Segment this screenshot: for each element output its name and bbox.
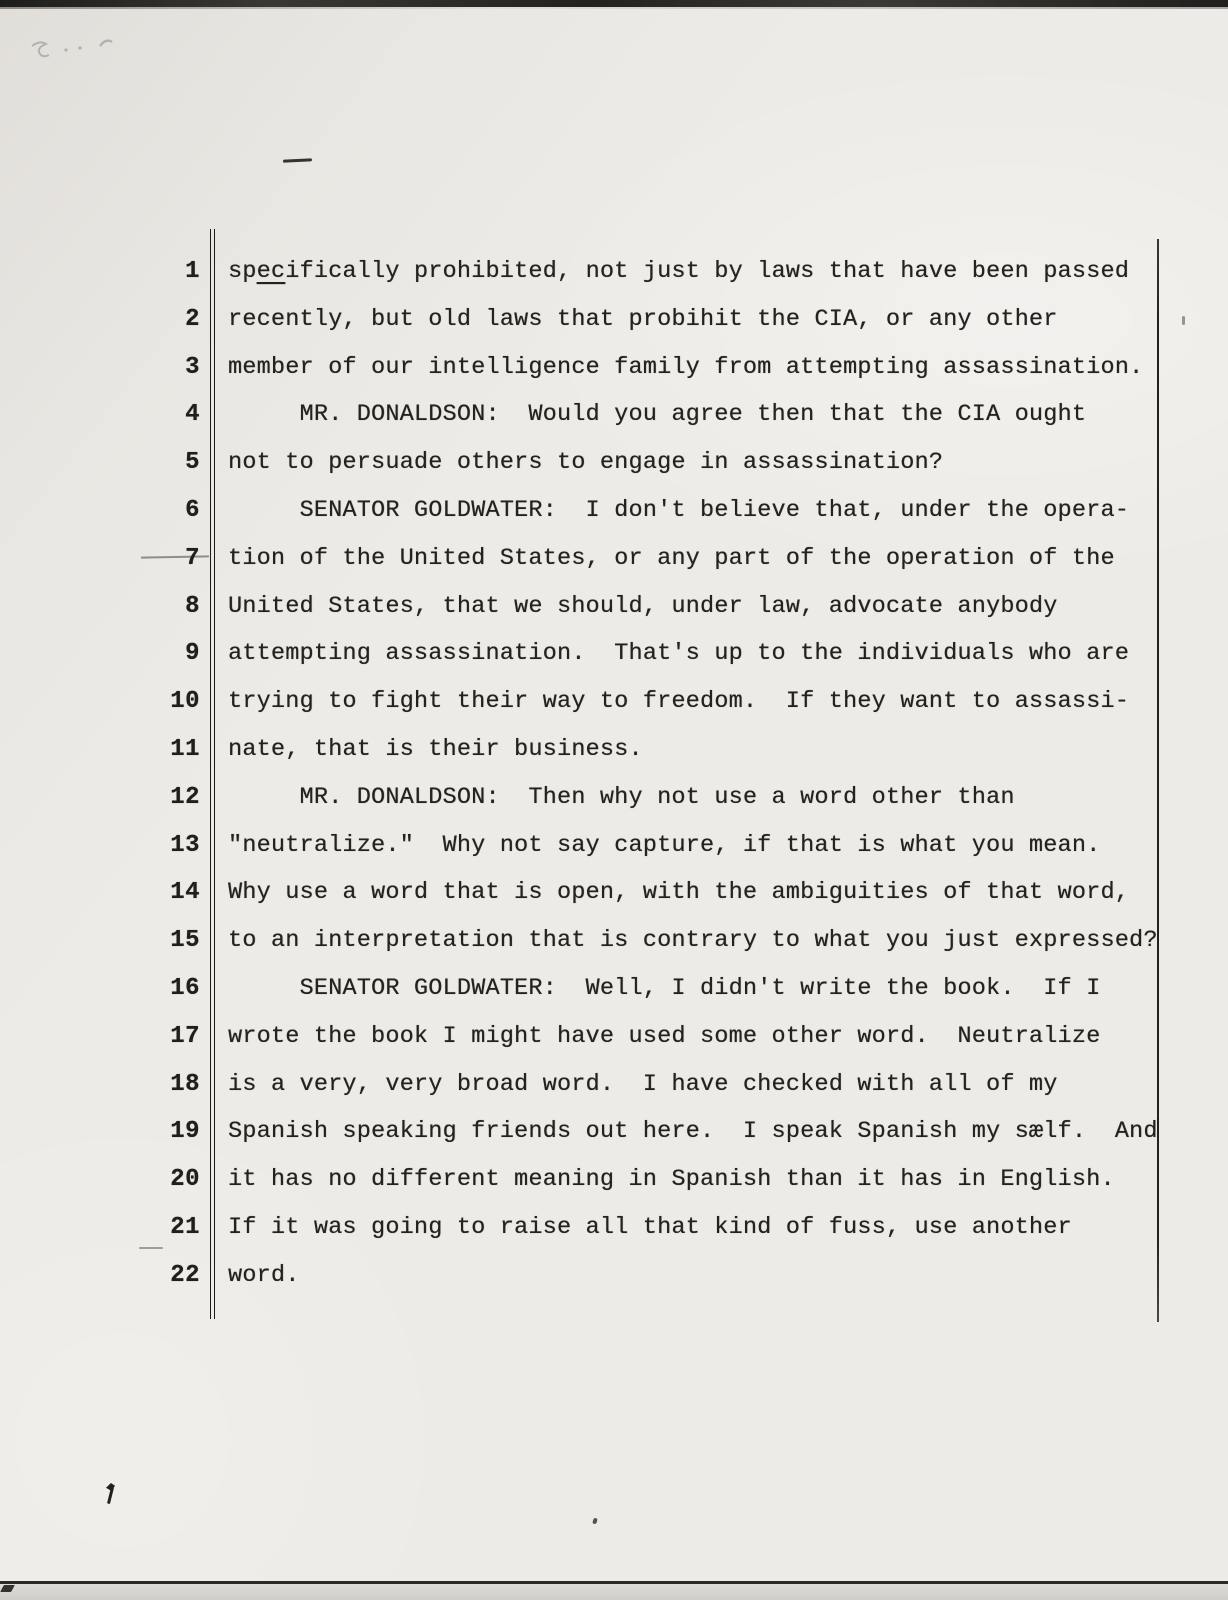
transcript-line	[0, 248, 1228, 296]
transcript-line	[0, 822, 1228, 870]
line-text: tion of the United States, or any part of the operation of the	[228, 544, 1115, 572]
transcript-line	[0, 965, 1228, 1013]
line-text: it has no different meaning in Spanish than it has in English.	[228, 1166, 1115, 1194]
transcript-line	[0, 678, 1228, 726]
transcript-line	[0, 391, 1228, 439]
line-number: 15	[170, 927, 200, 955]
line-text: is a very, very broad word. I have checked with all of my	[228, 1070, 1058, 1098]
line-number: 3	[185, 353, 200, 381]
line-text: nate, that is their business.	[228, 735, 643, 763]
transcript-line	[0, 344, 1228, 392]
transcript-line	[0, 583, 1228, 631]
line-text: United States, that we should, under law, advocate anybody	[228, 592, 1058, 620]
line-text: not to persuade others to engage in assassination?	[228, 449, 944, 477]
line-text: to an interpretation that is contrary to what you just expressed?	[228, 927, 1158, 955]
line-number: 9	[185, 640, 200, 668]
line-number: 13	[170, 831, 200, 859]
line-number: 2	[185, 305, 200, 333]
line-number: 17	[170, 1022, 200, 1050]
line-number: 18	[170, 1070, 200, 1098]
scanner-bottom-strip	[0, 1584, 1228, 1600]
transcript-line	[0, 1108, 1228, 1156]
line-text: If it was going to raise all that kind of fuss, use another	[228, 1213, 1072, 1241]
transcript-line	[0, 1061, 1228, 1109]
line-number: 12	[170, 783, 200, 811]
line-text-fragment: sp	[228, 258, 257, 285]
line-number: 8	[185, 592, 200, 620]
line-number: 19	[170, 1118, 200, 1146]
transcript-line	[0, 1013, 1228, 1061]
line-number: 4	[185, 401, 200, 429]
line-text: MR. DONALDSON: Would you agree then that the CIA ought	[228, 401, 1087, 429]
transcript-line	[0, 296, 1228, 344]
stray-ink-mark	[103, 1483, 117, 1505]
transcript-line	[0, 535, 1228, 583]
line-number: 14	[170, 879, 200, 907]
line-number: 22	[170, 1261, 200, 1289]
line-text: recently, but old laws that probihit the CIA, or any other	[228, 305, 1058, 333]
line-number: 11	[170, 735, 200, 763]
line-text: "neutralize." Why not say capture, if that is what you mean.	[228, 831, 1101, 859]
line-text: SENATOR GOLDWATER: I don't believe that, under the opera-	[228, 496, 1130, 524]
transcript-line	[0, 869, 1228, 917]
line-text: trying to fight their way to freedom. If they want to assassi-	[228, 688, 1130, 716]
line-text	[228, 248, 1129, 296]
line-text: member of our intelligence family from attempting assassination.	[228, 353, 1144, 381]
transcript-line	[0, 917, 1228, 965]
line-number: 21	[170, 1213, 200, 1241]
line-text: Spanish speaking friends out here. I speak Spanish my sælf. And	[228, 1118, 1158, 1146]
line-number: 10	[170, 688, 200, 716]
line-number: 16	[170, 974, 200, 1002]
line-number: 7	[185, 544, 200, 572]
line-text: word.	[228, 1261, 300, 1289]
pencil-smudge	[28, 36, 138, 66]
stray-speck	[592, 1518, 598, 1525]
line-text: Why use a word that is open, with the ambiguities of that word,	[228, 879, 1130, 907]
transcript-line	[0, 487, 1228, 535]
stray-dash-mark	[283, 158, 312, 163]
transcript-line	[0, 630, 1228, 678]
transcript-line	[0, 1252, 1228, 1300]
line-number: 5	[185, 449, 200, 477]
line-number: 1	[185, 258, 200, 285]
bottom-left-notch	[0, 1585, 15, 1592]
line-text: SENATOR GOLDWATER: Well, I didn't write the book. If I	[228, 974, 1101, 1002]
transcript-line	[0, 774, 1228, 822]
line-text: MR. DONALDSON: Then why not use a word other than	[228, 783, 1015, 811]
line-text: wrote the book I might have used some other word. Neutralize	[228, 1022, 1101, 1050]
line-text-fragment: ifically prohibited, not just by laws that have been passed	[285, 258, 1130, 285]
transcript-line	[0, 1204, 1228, 1252]
line-number: 6	[185, 496, 200, 524]
transcript-line	[0, 726, 1228, 774]
transcript-line	[0, 1156, 1228, 1204]
transcript-line	[0, 439, 1228, 487]
line-text: attempting assassination. That's up to the individuals who are	[228, 640, 1130, 668]
transcript	[0, 248, 1228, 1300]
underlined-text-fragment: ec	[256, 258, 286, 285]
scanner-top-edge-band	[0, 0, 1228, 7]
line-number: 20	[170, 1166, 200, 1194]
